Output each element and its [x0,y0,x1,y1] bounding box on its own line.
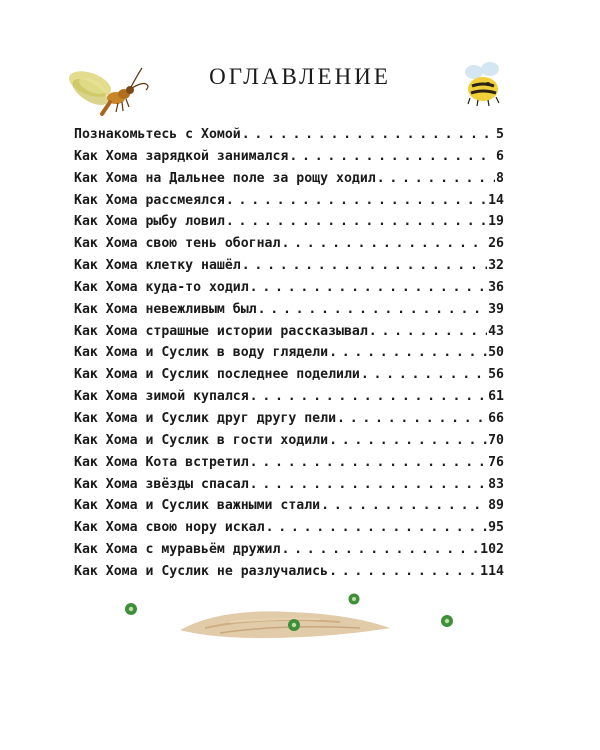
toc-entry [74,255,504,277]
toc-entry-title: Как Хома и Суслик в гости ходили [74,432,329,448]
toc-entry [74,517,504,539]
toc-entry [74,233,504,255]
toc-entry-title: Как Хома рассмеялся [74,192,225,208]
toc-entry-page-number: 56 [488,367,504,383]
toc-entry-title: Как Хома звёзды спасал [74,476,249,492]
toc-dot-leader [250,474,487,496]
toc-dot-leader [250,386,487,408]
toc-entry [74,364,504,386]
toc-entry-page-number: 95 [488,520,504,536]
toc-dot-leader [258,299,487,321]
toc-entry [74,299,504,321]
toc-entry [74,386,504,408]
toc-entry-page-number: 83 [488,476,504,492]
toc-entry [74,408,504,430]
toc-entry [74,495,504,517]
toc-dot-leader [281,233,487,255]
toc-entry-page-number: 26 [488,236,504,252]
toc-entry-page-number: 14 [488,192,504,208]
toc-entry-page-number: 8 [496,170,504,186]
toc-entry-title: Как Хома и Суслик друг другу пели [74,410,337,426]
toc-entry-title: Познакомьтесь с Хомой [74,127,241,142]
toc-entry-page-number: 5 [496,127,504,142]
toc-dot-leader [242,124,495,146]
toc-dot-leader [329,561,479,583]
toc-entry-page-number: 32 [488,258,504,274]
toc-dot-leader [337,408,487,430]
toc-entry-title: Как Хома зарядкой занимался [74,148,289,164]
toc-entry-page-number: 19 [488,214,504,230]
toc-entry-title: Как Хома свою нору искал [74,520,265,536]
toc-entry [74,321,504,343]
toc-entry [74,430,504,452]
toc-dot-leader [361,364,487,386]
toc-entry [74,561,504,583]
toc-entry-page-number: 6 [496,148,504,164]
toc-entry-title: Как Хома рыбу ловил [74,214,225,230]
toc-entry-title: Как Хома и Суслик не разлучались [74,563,329,579]
toc-entry-page-number: 36 [488,279,504,295]
toc-entry [74,277,504,299]
toc-dot-leader [329,430,487,452]
toc-entry-title: Как Хома свою тень обогнал [74,236,281,252]
toc-entry-page-number: 39 [488,301,504,317]
toc-entry [74,342,504,364]
toc-entry-title: Как Хома страшные истории рассказывал [74,323,368,339]
toc-entry-page-number: 114 [480,563,504,579]
page-title: ОГЛАВЛЕНИЕ [209,64,391,89]
toc-entry-title: Как Хома на Дальнее поле за рощу ходил [74,170,376,186]
toc-entry-page-number: 61 [488,389,504,405]
toc-dot-leader [226,211,487,233]
toc-entry-page-number: 76 [488,454,504,470]
toc-dot-leader [250,452,487,474]
toc-dot-leader [242,255,487,277]
toc-entry-title: Как Хома Кота встретил [74,454,249,470]
toc-entry [74,539,504,561]
toc-entry-page-number: 89 [488,498,504,514]
toc-entry-title: Как Хома зимой купался [74,389,249,405]
toc-dot-leader [226,190,487,212]
toc-dot-leader [289,146,495,168]
toc-dot-leader [369,321,487,343]
toc-entry [74,124,504,146]
toc-entry-title: Как Хома и Суслик в воду глядели [74,345,329,361]
toc-entry-page-number: 70 [488,432,504,448]
toc-entry-title: Как Хома клетку нашёл [74,258,241,274]
toc-dot-leader [321,495,487,517]
toc-entry-title: Как Хома невежливым был [74,301,257,317]
grass-hill-illustration [110,588,470,648]
toc-entry [74,168,504,190]
toc-entry [74,146,504,168]
toc-entry-title: Как Хома и Суслик последнее поделили [74,367,360,383]
toc-entry-page-number: 66 [488,410,504,426]
toc-entry [74,190,504,212]
toc-dot-leader [329,342,487,364]
toc-entry-title: Как Хома с муравьём дружил [74,542,281,558]
toc-entry [74,211,504,233]
table-of-contents [74,124,504,583]
toc-entry [74,452,504,474]
toc-dot-leader [377,168,495,190]
toc-entry-page-number: 43 [488,323,504,339]
toc-entry [74,474,504,496]
toc-entry-page-number: 102 [480,542,504,558]
toc-dot-leader [266,517,488,539]
toc-dot-leader [250,277,487,299]
toc-entry-page-number: 50 [488,345,504,361]
toc-entry-title: Как Хома и Суслик важными стали [74,498,321,514]
toc-dot-leader [281,539,479,561]
toc-entry-title: Как Хома куда-то ходил [74,279,249,295]
